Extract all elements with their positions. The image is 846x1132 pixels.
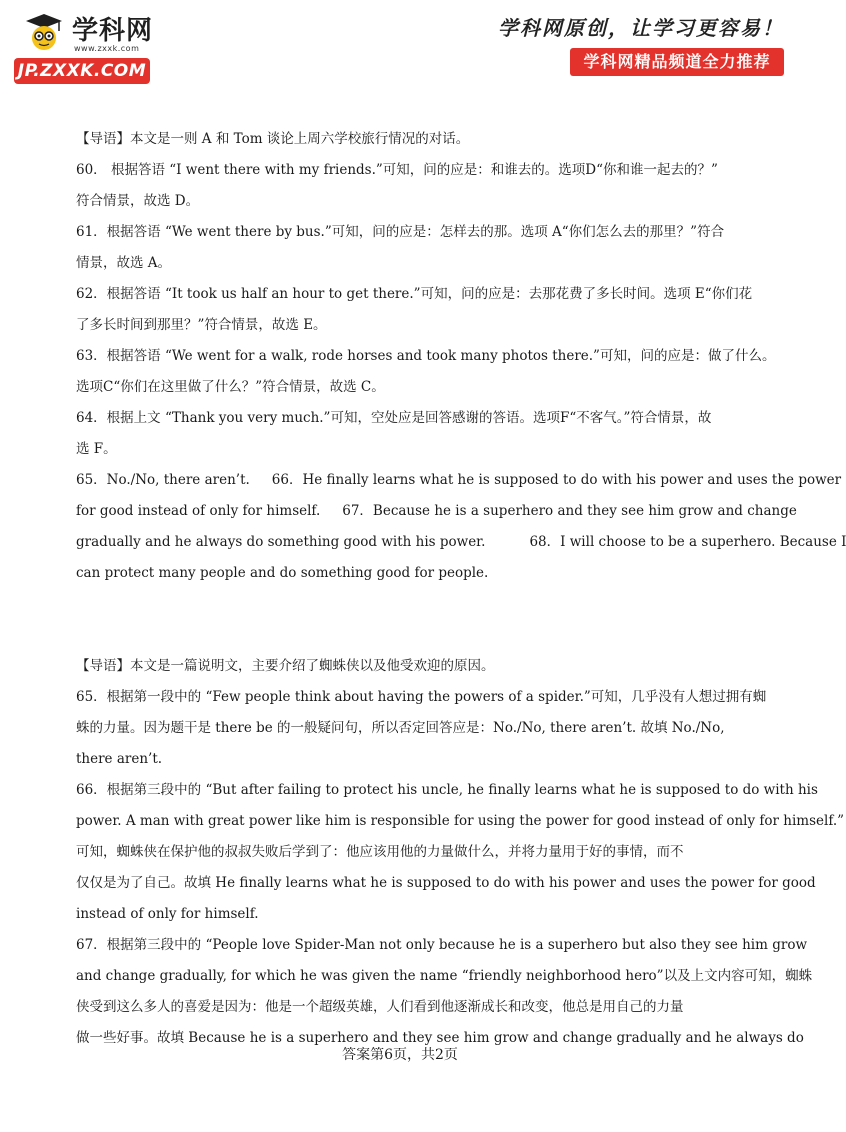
mascot-icon	[24, 12, 64, 52]
answer-line	[76, 465, 842, 496]
text-line: 情景，故选 A。	[76, 255, 172, 271]
text-line: 选 F。	[76, 441, 117, 457]
page-number: 答案第6页，共2页	[342, 1047, 458, 1063]
text-line: 侠受到这么多人的喜爱是因为：他是一个超级英雄，人们看到他逐渐成长和改变，他总是用自己的力量	[76, 999, 684, 1015]
text-line: power. A man with great power like him is responsible for using the power for good instead of only for himself.”	[76, 813, 845, 829]
channel-banner[interactable]: 学科网精品频道全力推荐	[570, 48, 784, 76]
answer-segment: can protect many people and do something good for people.	[76, 565, 489, 581]
text-line: 67．根据第三段中的 “People love Spider-Man not only because he is a superhero but also they see him grow	[76, 937, 807, 953]
text-line: and change gradually, for which he was given the name “friendly neighborhood hero”以及上文内容可知，蜘蛛	[76, 968, 813, 984]
section-reading-explanation	[76, 651, 845, 1054]
answer-content	[76, 124, 846, 1054]
answer-line	[76, 527, 846, 558]
page-header	[0, 0, 800, 90]
text-line: 可知，蜘蛛侠在保护他的叔叔失败后学到了：他应该用他的力量做什么，并将力量用于好的事情，而不	[76, 844, 684, 860]
text-line: 做一些好事。故填 Because he is a superhero and they see him grow and change gradually and he always do	[76, 1030, 804, 1046]
answer-line	[76, 558, 724, 589]
text-line: instead of only for himself.	[76, 906, 259, 922]
answer-segment: gradually and he always do something good with his power.	[76, 534, 486, 550]
text-line: 符合情景，故选 D。	[76, 193, 200, 209]
text-line: 蛛的力量。因为题干是 there be 的一般疑问句，所以否定回答应是：No./No, there aren’t. 故填 No./No,	[76, 720, 725, 736]
logo-badge: JP.ZXXK.COM	[14, 58, 150, 84]
answer-segment: 68．I will choose to be a superhero. Because I	[529, 534, 846, 550]
section-dialogue-explanation	[76, 124, 776, 465]
answer-segment: for good instead of only for himself.	[76, 503, 321, 519]
slogan: 学科网原创，让学习更容易！	[498, 16, 784, 40]
text-line: 仅仅是为了自己。故填 He finally learns what he is supposed to do with his power and uses the power for good	[76, 875, 816, 891]
text-line: 【导语】本文是一篇说明文，主要介绍了蜘蛛侠以及他受欢迎的原因。	[76, 658, 495, 674]
text-line: 65．根据第一段中的 “Few people think about having the powers of a spider.”可知，几乎没有人想过拥有蜘	[76, 689, 767, 705]
text-line: 63．根据答语 “We went for a walk, rode horses and took many photos there.”可知，问的应是：做了什么。	[76, 348, 776, 364]
answer-segment: 67．Because he is a superhero and they see him grow and change	[342, 503, 797, 519]
text-line: there aren’t.	[76, 751, 163, 767]
text-line: 62．根据答语 “It took us half an hour to get there.”可知，问的应是：去那花费了多长时间。选项 E“你们花	[76, 286, 753, 302]
text-line: 了多长时间到那里？”符合情景，故选 E。	[76, 317, 327, 333]
section-answers	[76, 465, 846, 589]
text-line: 66．根据第三段中的 “But after failing to protect his uncle, he finally learns what he is supposed to do with his	[76, 782, 818, 798]
text-line: 【导语】本文是一则 A 和 Tom 谈论上周六学校旅行情况的对话。	[76, 131, 470, 147]
text-line: 61．根据答语 “We went there by bus.”可知，问的应是：怎样去的那。选项 A“你们怎么去的那里？”符合	[76, 224, 725, 240]
answer-segment: 65．No./No, there aren’t.	[76, 472, 250, 488]
text-line: 60． 根据答语 “I went there with my friends.”可知，问的应是：和谁去的。选项D“你和谁一起去的？”	[76, 162, 718, 178]
logo-url: www.zxxk.com	[74, 44, 140, 53]
logo-name: 学科网	[72, 16, 154, 46]
answer-line	[76, 496, 797, 527]
text-line: 选项C“你们在这里做了什么？”符合情景，故选 C。	[76, 379, 385, 395]
zxxk-logo[interactable]	[14, 8, 154, 80]
answer-segment: 66．He finally learns what he is supposed to do with his power and uses the power	[271, 472, 842, 488]
text-line: 64．根据上文 “Thank you very much.”可知，空处应是回答感谢的答语。选项F“不客气。”符合情景，故	[76, 410, 712, 426]
